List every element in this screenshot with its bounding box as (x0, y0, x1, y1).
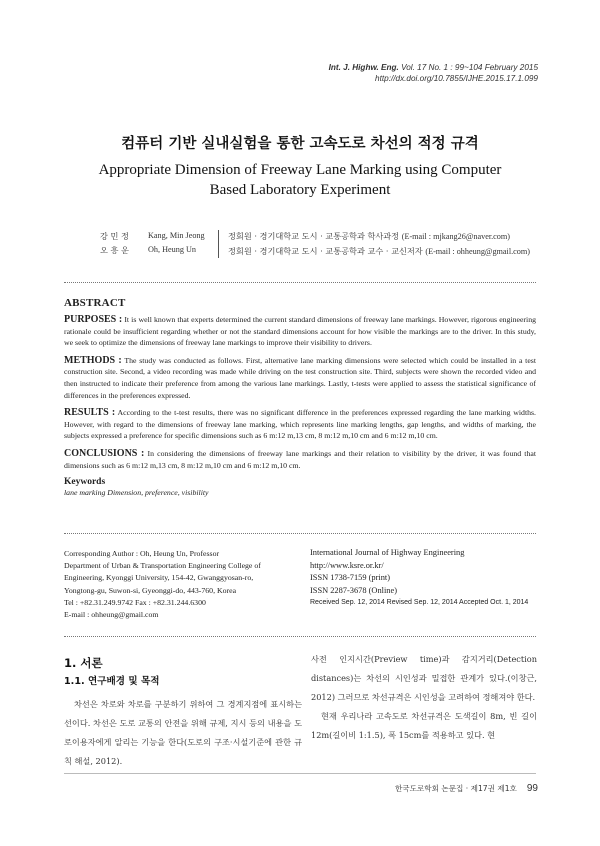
divider-dotted (64, 636, 536, 637)
body-paragraph: 현재 우리나라 고속도로 차선규격은 도색길이 8m, 빈 길이 12m(길이비 1:1.5), 폭 15cm를 적용하고 있다. 현 (311, 711, 537, 740)
page-footer (395, 783, 538, 794)
author-row (100, 229, 220, 243)
affiliation: 정회원 · 경기대학교 도시 · 교통공학과 학사과정 (228, 231, 400, 241)
author-email: (E-mail : ohheung@gmail.com) (425, 247, 530, 256)
methods-text: The study was conducted as follows. First, alternative lane marking dimensions were selected which could be installed in a test construction site. Second, a video recording was made while driving on the test construction site. Third, subjects were shown the recorded video and then instructed to indicate their preference from among the various lane markings. Lastly, t-tests were applied to assess the statistical significance of differences in the preferences expressed. (64, 355, 536, 400)
corr-email: E-mail : ohheung@gmail.com (64, 610, 159, 620)
affiliation-row (228, 229, 530, 244)
divider-dotted (64, 533, 536, 534)
body-paragraph: 사전 인지시간(Preview time)과 감지거리(Detection distances)는 차선의 시인성과 밀접한 관계가 있다.(이창근, 2012) 그러므로 차선규격은 시인성을 고려하여 정해져야 한다. (311, 654, 537, 702)
conclusions-label: CONCLUSIONS : (64, 447, 145, 459)
footer-journal: 한국도로학회 논문집 · 제17권 제1호 (394, 784, 517, 793)
author-divider (218, 230, 219, 258)
author-name-en: Oh, Heung Un (148, 245, 196, 254)
journal-name: Int. J. Highw. Eng. (328, 63, 399, 72)
journal-header (329, 62, 538, 84)
author-list (100, 229, 220, 257)
publication-block (310, 547, 540, 610)
corr-line: Engineering, Kyonggi University, 154-42, Gwanggyosan-ro, (64, 573, 254, 583)
purposes-label: PURPOSES : (64, 314, 123, 325)
keywords-heading: Keywords (64, 477, 106, 488)
pub-issn-online: ISSN 2287-3678 (Online) (310, 585, 398, 595)
author-affiliations (228, 229, 530, 259)
corr-line: Tel : +82.31.249.9742 Fax : +82.31.244.6300 (64, 597, 206, 607)
page-number: 99 (526, 783, 538, 794)
results-label: RESULTS : (64, 407, 116, 419)
pub-issn-print: ISSN 1738-7159 (print) (310, 573, 391, 583)
pub-url[interactable]: http://www.ksre.or.kr/ (310, 560, 384, 570)
divider-dotted (64, 282, 536, 283)
pub-journal: International Journal of Highway Engineering (310, 548, 465, 557)
body-column-left (64, 695, 302, 771)
correspondence-block (64, 548, 294, 621)
title-korean: 컴퓨터 기반 실내실험을 통한 고속도로 차선의 적정 규격 (121, 136, 479, 152)
conclusions-text: In considering the dimensions of freeway lane markings and their relation to visibility by the driver, it was found that dimensions such as 6 m:12 m,13 cm, 8 m:12 m,10 cm and 6 m:12 m,10 cm. (64, 448, 536, 470)
title-english: Appropriate Dimension of Freeway Lane Marking using Computer Based Laboratory Experiment (98, 162, 502, 198)
body-column-right (311, 650, 537, 745)
doi-link[interactable]: http://dx.doi.org/10.7855/IJHE.2015.17.1.099 (375, 74, 538, 83)
abstract-methods (64, 355, 536, 401)
section-title: 1. 서론 (64, 656, 103, 670)
volume-info: Vol. 17 No. 1 : 99~104 February 2015 (398, 63, 538, 72)
affiliation: 정회원 · 경기대학교 도시 · 교통공학과 교수 · 교신저자 (228, 246, 423, 256)
abstract-purposes (64, 314, 536, 349)
pub-dates: Received Sep. 12, 2014 Revised Sep. 12, 2014 Accepted Oct. 1, 2014 (310, 599, 529, 607)
subsection-title: 1.1. 연구배경 및 목적 (64, 676, 160, 687)
footer-rule (64, 773, 536, 774)
author-name-ko: 강 민 정 (100, 231, 129, 241)
methods-label: METHODS : (64, 354, 122, 366)
author-email: (E-mail : mjkang26@naver.com) (401, 232, 510, 241)
abstract-heading: ABSTRACT (64, 297, 126, 309)
keywords-list: lane marking Dimension, preference, visibility (64, 488, 209, 498)
abstract-section (64, 297, 536, 498)
author-row (100, 243, 220, 257)
corr-line: Yongtong-gu, Suwon-si, Gyeonggi-do, 443-760, Korea (64, 585, 237, 595)
author-name-ko: 오 흥 운 (100, 245, 129, 255)
results-text: According to the t-test results, there was no significant difference in the preferences expressed regarding the lane marking widths. However, with regard to the dimensions of freeway lane marking, which represents line marking lengths, gap lengths, and widths of marking, the subjects expressed a preference for specific dimensions such as 6 m:12 m,13 cm, 8 m:12 m,10 cm and 6 m:12 m,10 cm. (64, 408, 536, 441)
abstract-results (64, 407, 536, 442)
corr-line: Corresponding Author : Oh, Heung Un, Professor (64, 549, 220, 558)
author-name-en: Kang, Min Jeong (148, 231, 205, 240)
affiliation-row (228, 244, 530, 259)
purposes-text: It is well known that experts determined the current standard dimensions of freeway lane markings. However, rigorous engineering rationale could be insufficient regarding whether or not the standard dimensions account for how visible the markings are to the driver. In this study, we seek to optimize the dimensions of freeway lane markings to improve their visibility to drivers. (64, 315, 536, 348)
abstract-conclusions (64, 448, 536, 471)
body-paragraph: 차선은 차로와 차로를 구분하기 위하여 그 경계지점에 표시하는 선이다. 차선은 도로 교통의 안전을 위해 규제, 지시 등의 내용을 도로이용자에게 알리는 기능을 한다(도로의 구조·시설기준에 관한 규칙 해설, 2012). (64, 699, 302, 766)
corr-line: Department of Urban & Transportation Engineering College of (64, 561, 261, 571)
